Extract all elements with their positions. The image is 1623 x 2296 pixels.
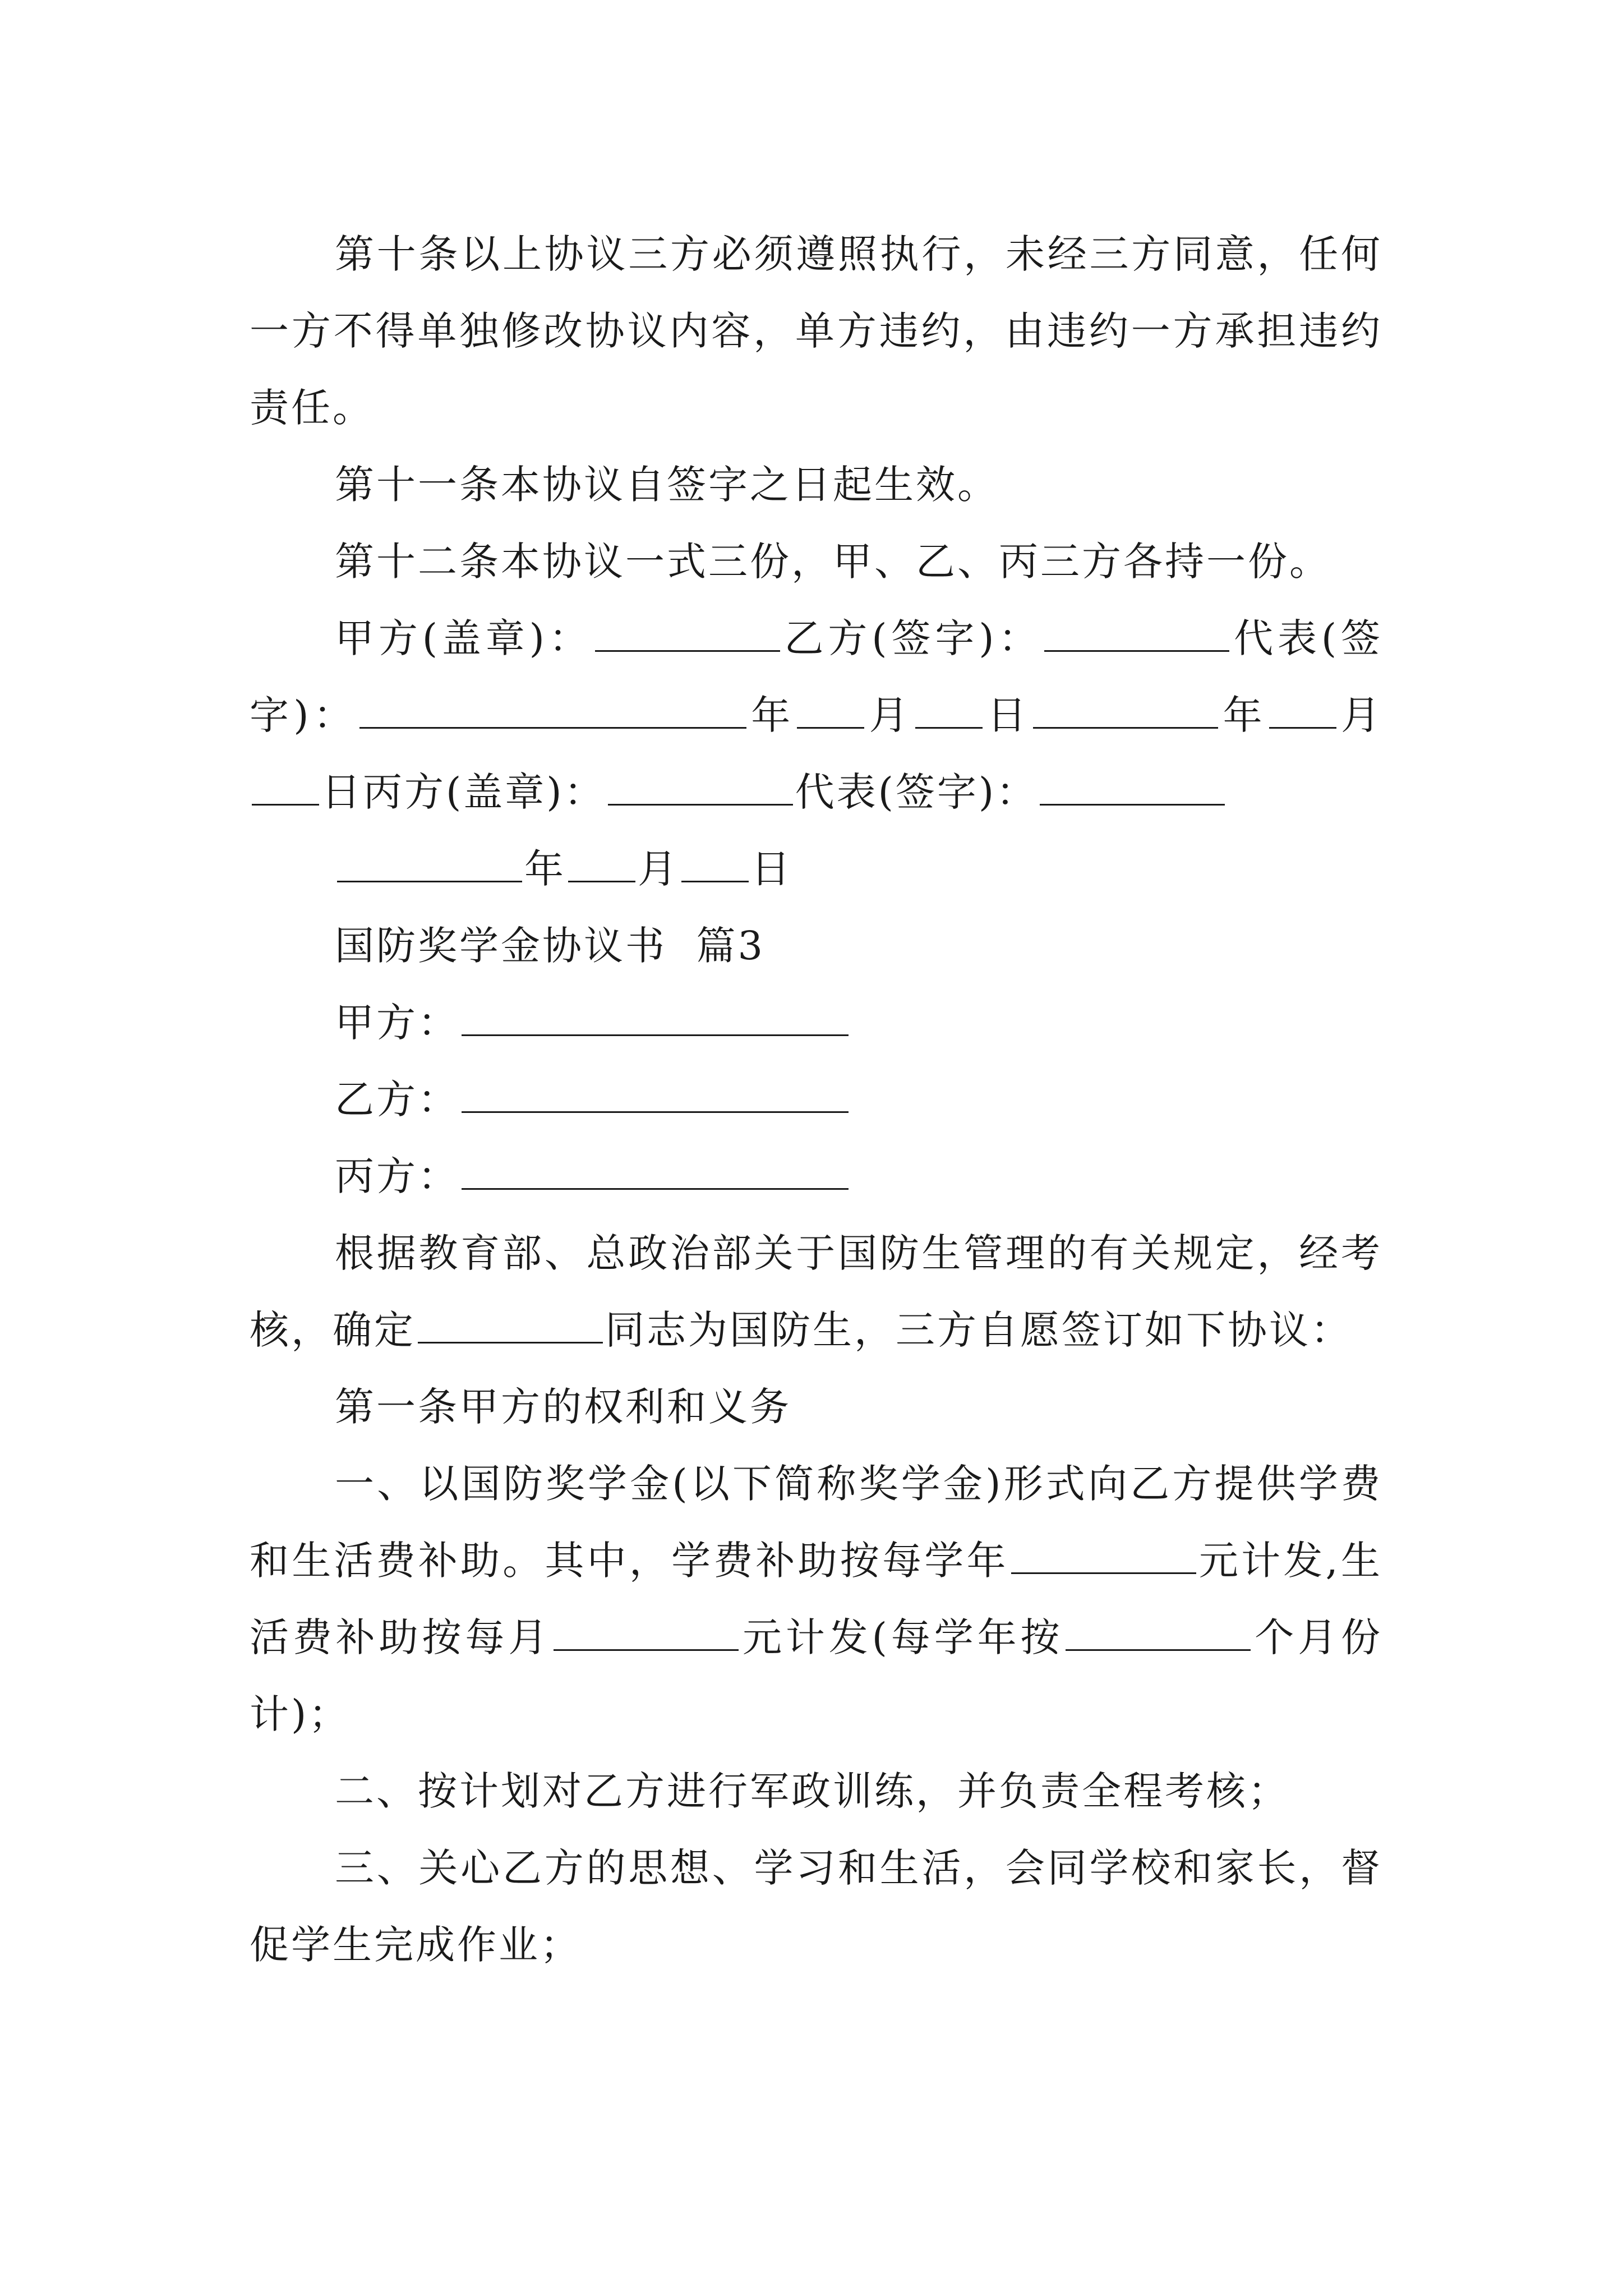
living-amount-blank (554, 1616, 739, 1651)
intro-text-2: 同志为国防生，三方自愿签订如下协议： (605, 1307, 1352, 1353)
party-b-label: 乙方： (335, 1076, 459, 1122)
section-title-3: 国防奖学金协议书 篇3 (335, 923, 766, 969)
month-blank-1 (915, 693, 983, 729)
month-label-1: 月 (866, 692, 913, 738)
article-1-item-3: 三、关心乙方的思想、学习和生活，会同学校和家长，督促学生完成作业； (250, 1845, 1382, 1968)
document-page (250, 216, 1382, 1984)
tuition-amount-blank (1011, 1539, 1196, 1574)
party-c-blank (462, 1154, 849, 1190)
item-1-text-2: 元计发,生活费补助按每月 (250, 1538, 1382, 1660)
day-label-3: 日 (751, 846, 792, 892)
article-1-title: 第一条甲方的权利和义务 (335, 1384, 791, 1430)
year-label-1: 年 (748, 692, 795, 738)
party-c-seal-blank (608, 770, 793, 806)
date-blank-2 (1033, 693, 1218, 729)
year-blank-2 (1269, 693, 1336, 729)
party-b-sign-blank (1044, 616, 1229, 652)
party-a-blank (462, 1001, 849, 1036)
party-a-seal-label: 甲方(盖章)： (335, 615, 593, 661)
month-label-3: 月 (638, 846, 679, 892)
party-b-sign-label: 乙方(签字)： (782, 615, 1043, 661)
representative-sign-label-2: 代表(签字)： (795, 769, 1038, 815)
student-name-blank (418, 1308, 603, 1343)
day-blank-3 (681, 847, 749, 882)
party-c-line (250, 1138, 1382, 1215)
article-1-item-1 (250, 1446, 1382, 1753)
day-label-1: 日 (984, 692, 1031, 738)
representative-sign-blank-2 (1040, 770, 1225, 806)
year-label-3: 年 (524, 846, 566, 892)
party-c-seal-label: 丙方(盖章)： (363, 769, 606, 815)
article-12: 第十二条本协议一式三份，甲、乙、丙三方各持一份。 (335, 539, 1331, 585)
month-label-2: 月 (1338, 692, 1383, 738)
article-1-item-2: 二、按计划对乙方进行军政训练，并负责全程考核； (335, 1768, 1289, 1814)
party-a-label: 甲方： (335, 1000, 459, 1046)
months-count-blank (1066, 1616, 1251, 1651)
item-1-text-4: 个月份计)； (250, 1614, 1383, 1737)
party-c-label: 丙方： (335, 1153, 459, 1199)
representative-sign-label-1: 代表(签字)： (250, 615, 1383, 738)
year-blank-1 (797, 693, 864, 729)
party-a-seal-blank (595, 616, 780, 652)
date-blank-3 (337, 847, 522, 882)
party-b-line (250, 1061, 1382, 1138)
day-label-2: 日 (321, 769, 363, 815)
month-blank-3 (568, 847, 635, 882)
item-1-text-1: 一、以国防奖学金(以下简称奖学金)形式向乙方提供学费和生活费补助。其中，学费补助按每学年 (250, 1461, 1382, 1584)
representative-sign-blank-1 (359, 693, 746, 729)
final-date-line (250, 831, 1382, 908)
month-blank-2 (252, 770, 319, 806)
article-11: 第十一条本协议自签字之日起生效。 (335, 462, 999, 508)
item-1-text-3: 元计发(每学年按 (741, 1614, 1064, 1660)
party-b-blank (462, 1078, 849, 1113)
article-10: 第十条以上协议三方必须遵照执行，未经三方同意，任何一方不得单独修改协议内容，单方违约，由违约一方承担违约责任。 (250, 231, 1382, 431)
intro-text-1: 根据教育部、总政治部关于国防生管理的有关规定，经考核，确定 (250, 1230, 1382, 1353)
intro-paragraph (250, 1215, 1382, 1369)
year-label-2: 年 (1220, 692, 1267, 738)
signature-block (250, 600, 1382, 831)
party-a-line (250, 984, 1382, 1061)
